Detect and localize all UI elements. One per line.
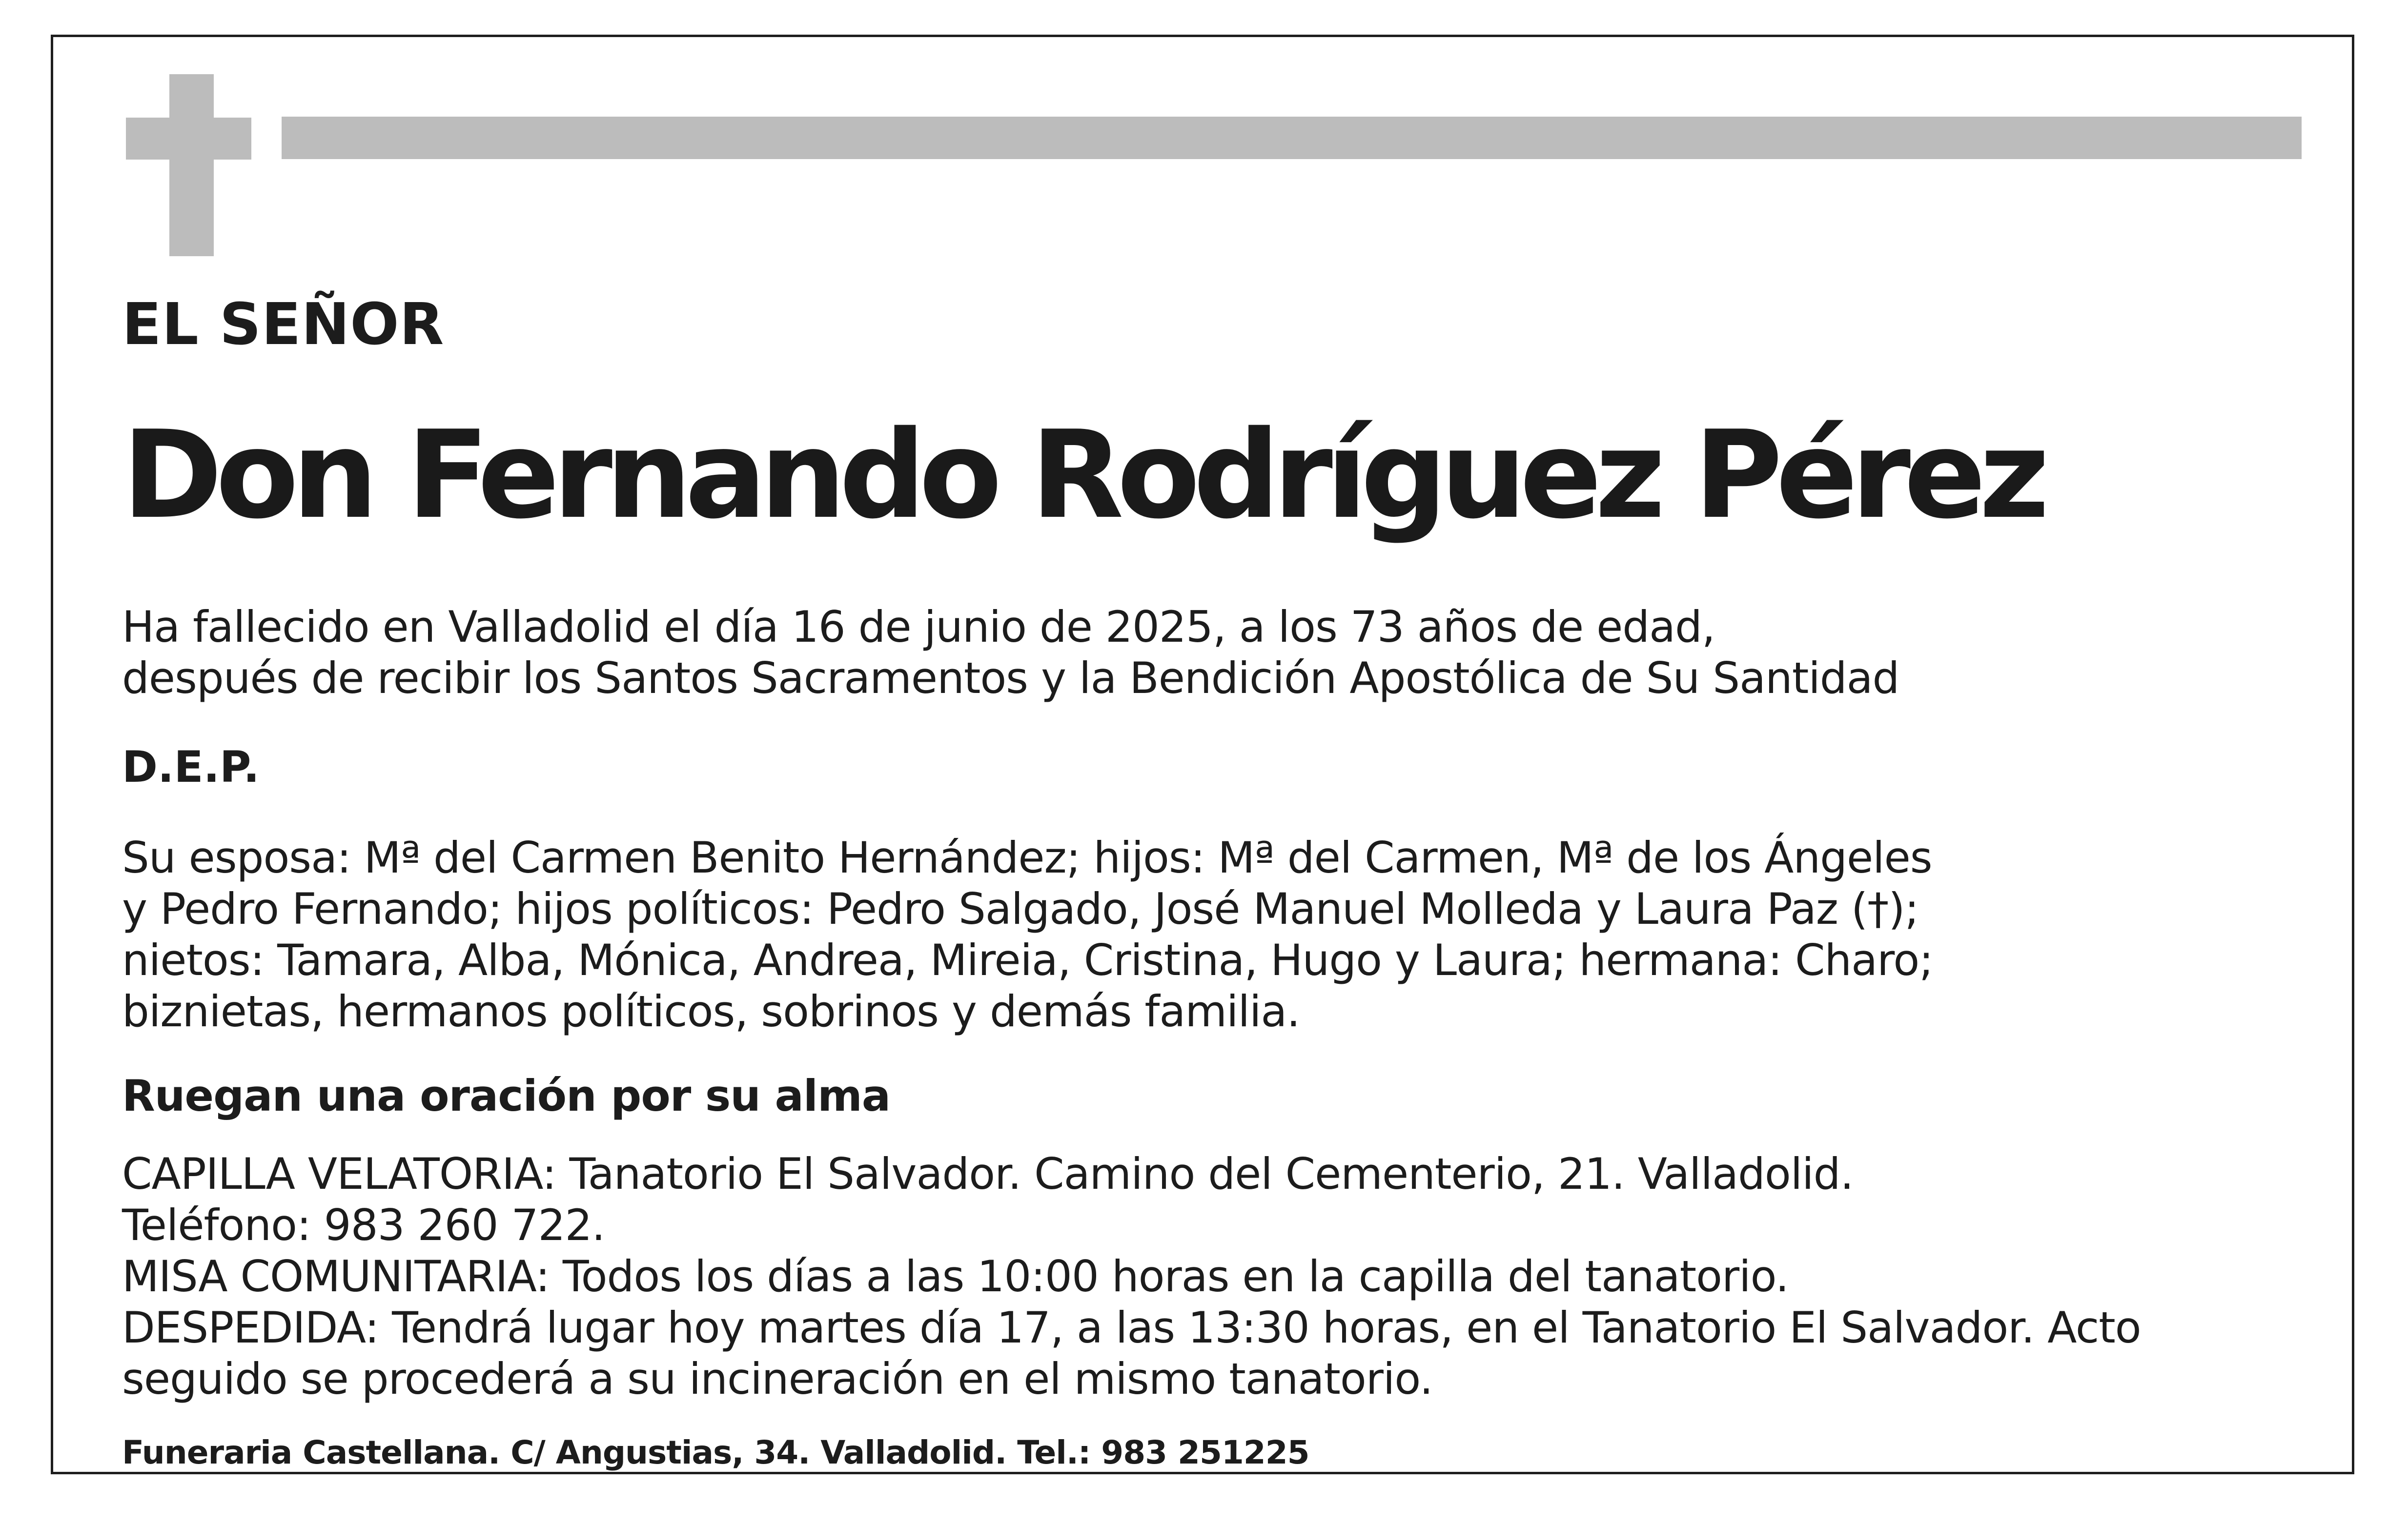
header-divider-bar: [282, 117, 2302, 159]
family-line: Su esposa: Mª del Carmen Benito Hernández; hijos: Mª del Carmen, Mª de los Ángeles: [122, 833, 1932, 883]
prayer-request: Ruegan una oración por su alma: [122, 1071, 891, 1121]
service-line: seguido se procederá a su incineración en el mismo tanatorio.: [122, 1354, 1433, 1404]
service-line: Teléfono: 983 260 722.: [122, 1200, 605, 1250]
rip-label: D.E.P.: [122, 742, 260, 792]
family-line: nietos: Tamara, Alba, Mónica, Andrea, Mireia, Cristina, Hugo y Laura; hermana: Charo;: [122, 935, 1933, 985]
deceased-name: Don Fernando Rodríguez Pérez: [122, 405, 2043, 546]
death-notice: [122, 601, 1899, 704]
honorific-title: EL SEÑOR: [122, 290, 445, 358]
service-line: CAPILLA VELATORIA: Tanatorio El Salvador. Camino del Cementerio, 21. Valladolid.: [122, 1149, 1854, 1199]
family-line: y Pedro Fernando; hijos políticos: Pedro Salgado, José Manuel Molleda y Laura Paz (†);: [122, 884, 1919, 934]
cross-icon: [169, 74, 214, 256]
cross-icon-arm: [126, 118, 251, 160]
service-details: [122, 1148, 2141, 1404]
family-list: [122, 832, 1933, 1037]
funeral-home-footer: Funeraria Castellana. C/ Angustias, 34. Valladolid. Tel.: 983 251225: [122, 1434, 1309, 1471]
service-line: DESPEDIDA: Tendrá lugar hoy martes día 17, a las 13:30 horas, en el Tanatorio El Salvador. Acto: [122, 1302, 2141, 1353]
death-notice-line: después de recibir los Santos Sacramentos y la Bendición Apostólica de Su Santidad: [122, 653, 1899, 703]
death-notice-line: Ha fallecido en Valladolid el día 16 de junio de 2025, a los 73 años de edad,: [122, 602, 1715, 652]
service-line: MISA COMUNITARIA: Todos los días a las 10:00 horas en la capilla del tanatorio.: [122, 1251, 1789, 1302]
family-line: biznietas, hermanos políticos, sobrinos y demás familia.: [122, 986, 1300, 1037]
